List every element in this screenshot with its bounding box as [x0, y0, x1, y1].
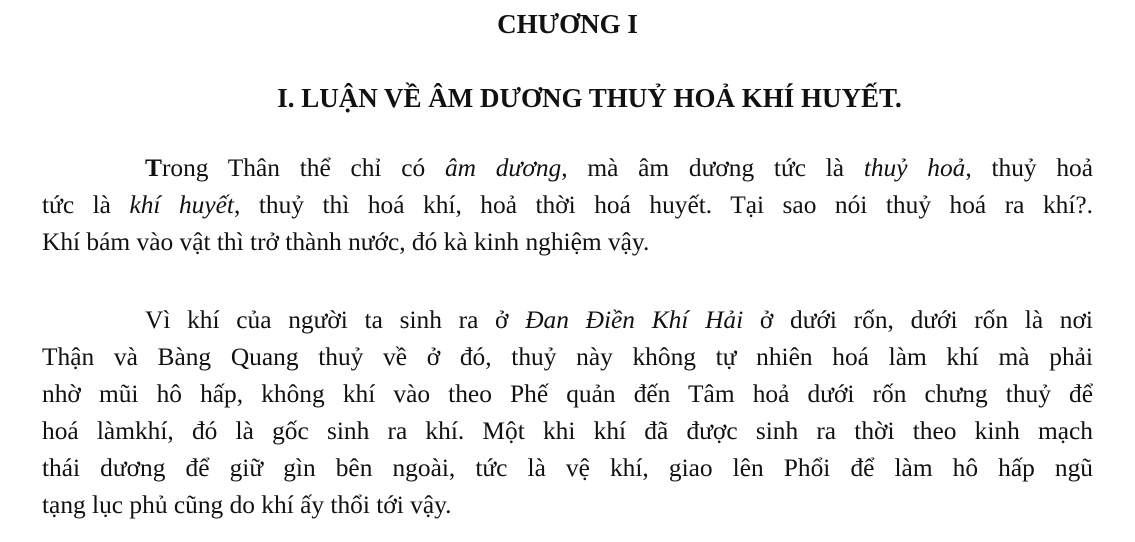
paragraph-1-line-3: Khí bám vào vật thì trở thành nước, đó kà kinh nghiệm vậy.	[42, 228, 650, 256]
text-run: , thuỷ hoả	[965, 154, 1094, 182]
paragraph-1-line-1	[42, 150, 1093, 187]
italic-term-khi-huyet: khí huyết	[129, 191, 234, 219]
paragraph-2-line-5: thái dương để giữ gìn bên ngoài, tức là vệ khí, giao lên Phổi để làm hô hấp ngũ	[42, 454, 1093, 482]
section-title: I. LUẬN VỀ ÂM DƯƠNG THUỶ HOẢ KHÍ HUYẾT.	[277, 83, 902, 113]
paragraph-1	[42, 150, 1093, 261]
text-run: , thuỷ thì hoá khí, hoả thời hoá huyết. Tại sao nói thuỷ hoá ra khí?.	[233, 191, 1094, 219]
text-run: Vì khí của người ta sinh ra ở	[145, 306, 526, 334]
paragraph-2-line-3: nhờ mũi hô hấp, không khí vào theo Phế quản đến Tâm hoả dưới rốn chưng thuỷ để	[42, 380, 1093, 408]
paragraph-2	[42, 302, 1093, 524]
paragraph-2-line-6: tạng lục phủ cũng do khí ấy thổi tới vậy.	[42, 491, 452, 519]
paragraph-2-line-4: hoá làmkhí, đó là gốc sinh ra khí. Một khi khí đã được sinh ra thời theo kinh mạch	[42, 417, 1093, 445]
paragraph-2-line-2: Thận và Bàng Quang thuỷ về ở đó, thuỷ này không tự nhiên hoá làm khí mà phải	[42, 343, 1093, 371]
paragraph-1-line-2	[42, 187, 1093, 224]
italic-term-thuy-hoa: thuỷ hoả	[863, 154, 966, 182]
italic-term-am-duong: âm dương	[444, 154, 562, 182]
text-run: , mà âm dương tức là	[561, 154, 864, 182]
chapter-title: CHƯƠNG I	[497, 9, 638, 39]
text-run: tức là	[42, 191, 130, 219]
text-run: rong Thân thể chỉ có	[161, 154, 445, 182]
text-run: ở dưới rốn, dưới rốn là nơi	[743, 306, 1093, 334]
paragraph-2-line-1	[42, 302, 1093, 339]
italic-term-dan-dien-khi-hai: Đan Điền Khí Hải	[525, 306, 744, 334]
initial-letter: T	[145, 154, 162, 182]
